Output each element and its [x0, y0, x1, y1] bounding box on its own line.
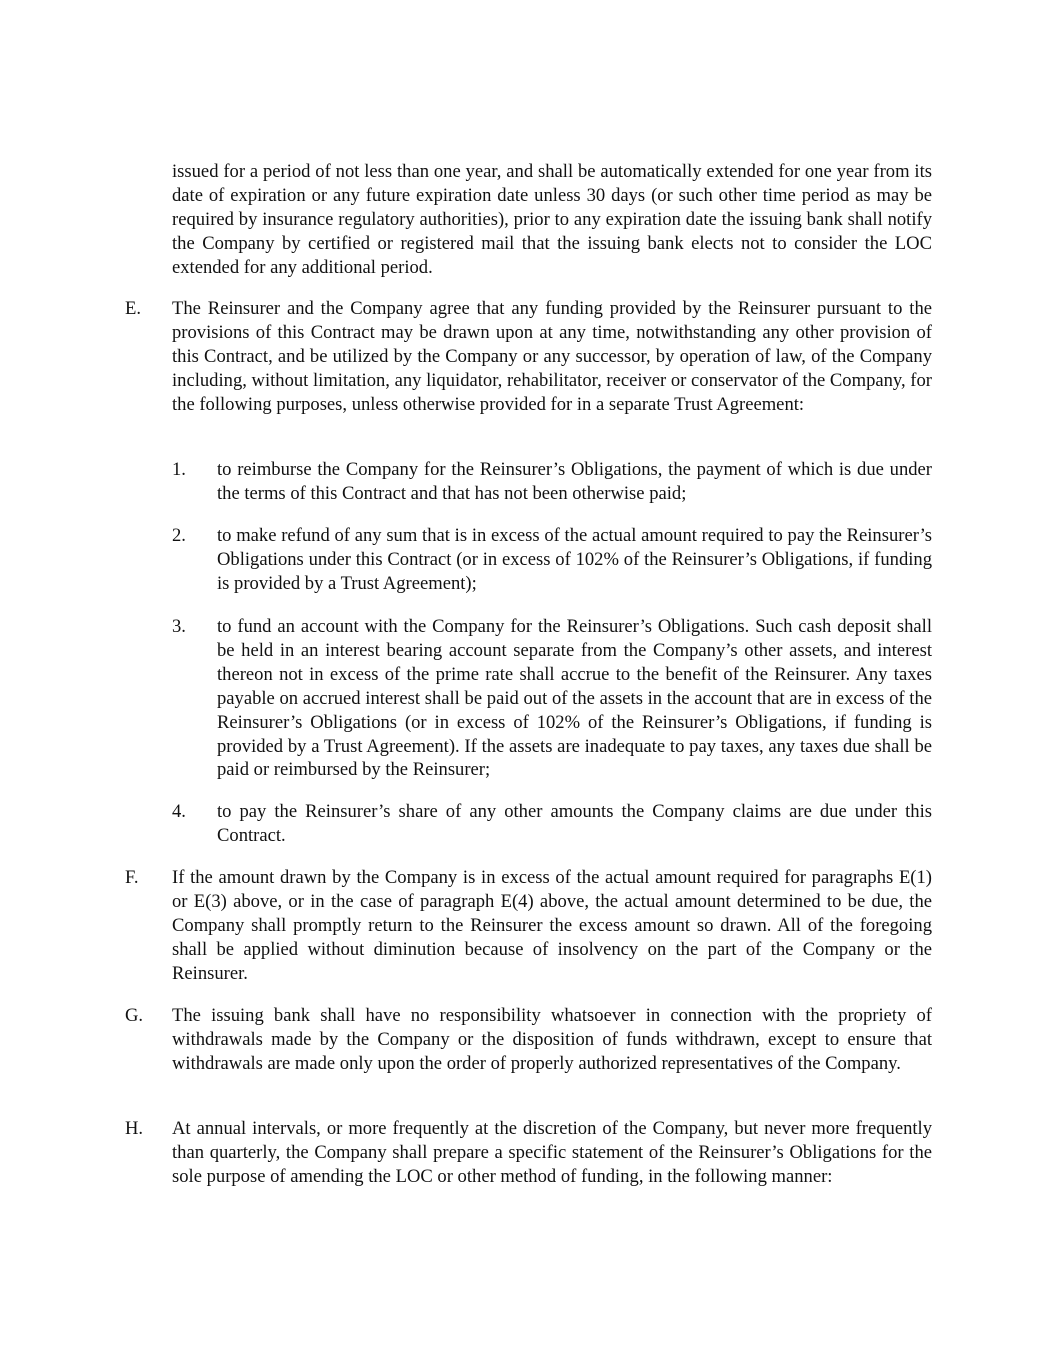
item-text: to fund an account with the Company for the Reinsurer’s Obligations. Such cash deposit shall be held in an interest bearing account separate from the Company’s other assets, and interest thereon not in excess of the prime rate shall accrue to the benefit of the Reinsurer. Any taxes payable on accrued interest shall be paid out of the assets in the account that are in excess of the Reinsurer’s Obligations (or in excess of 102% of the Reinsurer’s Obligations, if funding is provided by a Trust Agreement). If the assets are inadequate to pay taxes, any taxes due shall be paid or reimbursed by the Reinsurer;	[217, 616, 932, 781]
intro-paragraph: issued for a period of not less than one year, and shall be automatically extended for one year from its date of expiration or any future expiration date unless 30 days (or such other time period as may be required by insurance regulatory authorities), prior to any expiration date the issuing bank shall notify the Company by certified or registered mail that the issuing bank elects not to consider the LOC extended for any additional period.	[172, 161, 932, 278]
section-g-label: G.	[125, 1005, 144, 1026]
item-text: to reimburse the Company for the Reinsurer’s Obligations, the payment of which is due under the terms of this Contract and that has not been otherwise paid;	[217, 459, 932, 504]
section-f-label: F.	[125, 867, 139, 888]
item-number: 1.	[172, 459, 186, 480]
section-f-text: If the amount drawn by the Company is in excess of the actual amount required for paragraphs E(1) or E(3) above, or in the case of paragraph E(4) above, the actual amount determined to be due, the Company shall promptly return to the Reinsurer the excess amount so drawn. All of the foregoing shall be applied without diminution because of insolvency on the part of the Company or the Reinsurer.	[172, 867, 932, 984]
section-e-text: The Reinsurer and the Company agree that any funding provided by the Reinsurer pursuant to the provisions of this Contract may be drawn upon at any time, notwithstanding any other provision of this Contract, and be utilized by the Company or any successor, by operation of law, of the Company including, without limitation, any liquidator, rehabilitator, receiver or conservator of the Company, for the following purposes, unless otherwise provided for in a separate Trust Agreement:	[172, 298, 932, 415]
section-h-text: At annual intervals, or more frequently at the discretion of the Company, but never more frequently than quarterly, the Company shall prepare a specific statement of the Reinsurer’s Obligations for the sole purpose of amending the LOC or other method of funding, in the following manner:	[172, 1118, 932, 1187]
section-g-text: The issuing bank shall have no responsibility whatsoever in connection with the propriety of withdrawals made by the Company or the disposition of funds withdrawn, except to ensure that withdrawals are made only upon the order of properly authorized representatives of the Company.	[172, 1005, 932, 1074]
item-text: to pay the Reinsurer’s share of any other amounts the Company claims are due under this Contract.	[217, 801, 932, 846]
section-h-label: H.	[125, 1118, 144, 1139]
item-text: to make refund of any sum that is in excess of the actual amount required to pay the Reinsurer’s Obligations under this Contract (or in excess of 102% of the Reinsurer’s Obligations, if funding is provided by a Trust Agreement);	[217, 525, 932, 594]
section-e-label: E.	[125, 298, 142, 319]
item-number: 4.	[172, 801, 186, 822]
item-number: 3.	[172, 616, 186, 637]
item-number: 2.	[172, 525, 186, 546]
